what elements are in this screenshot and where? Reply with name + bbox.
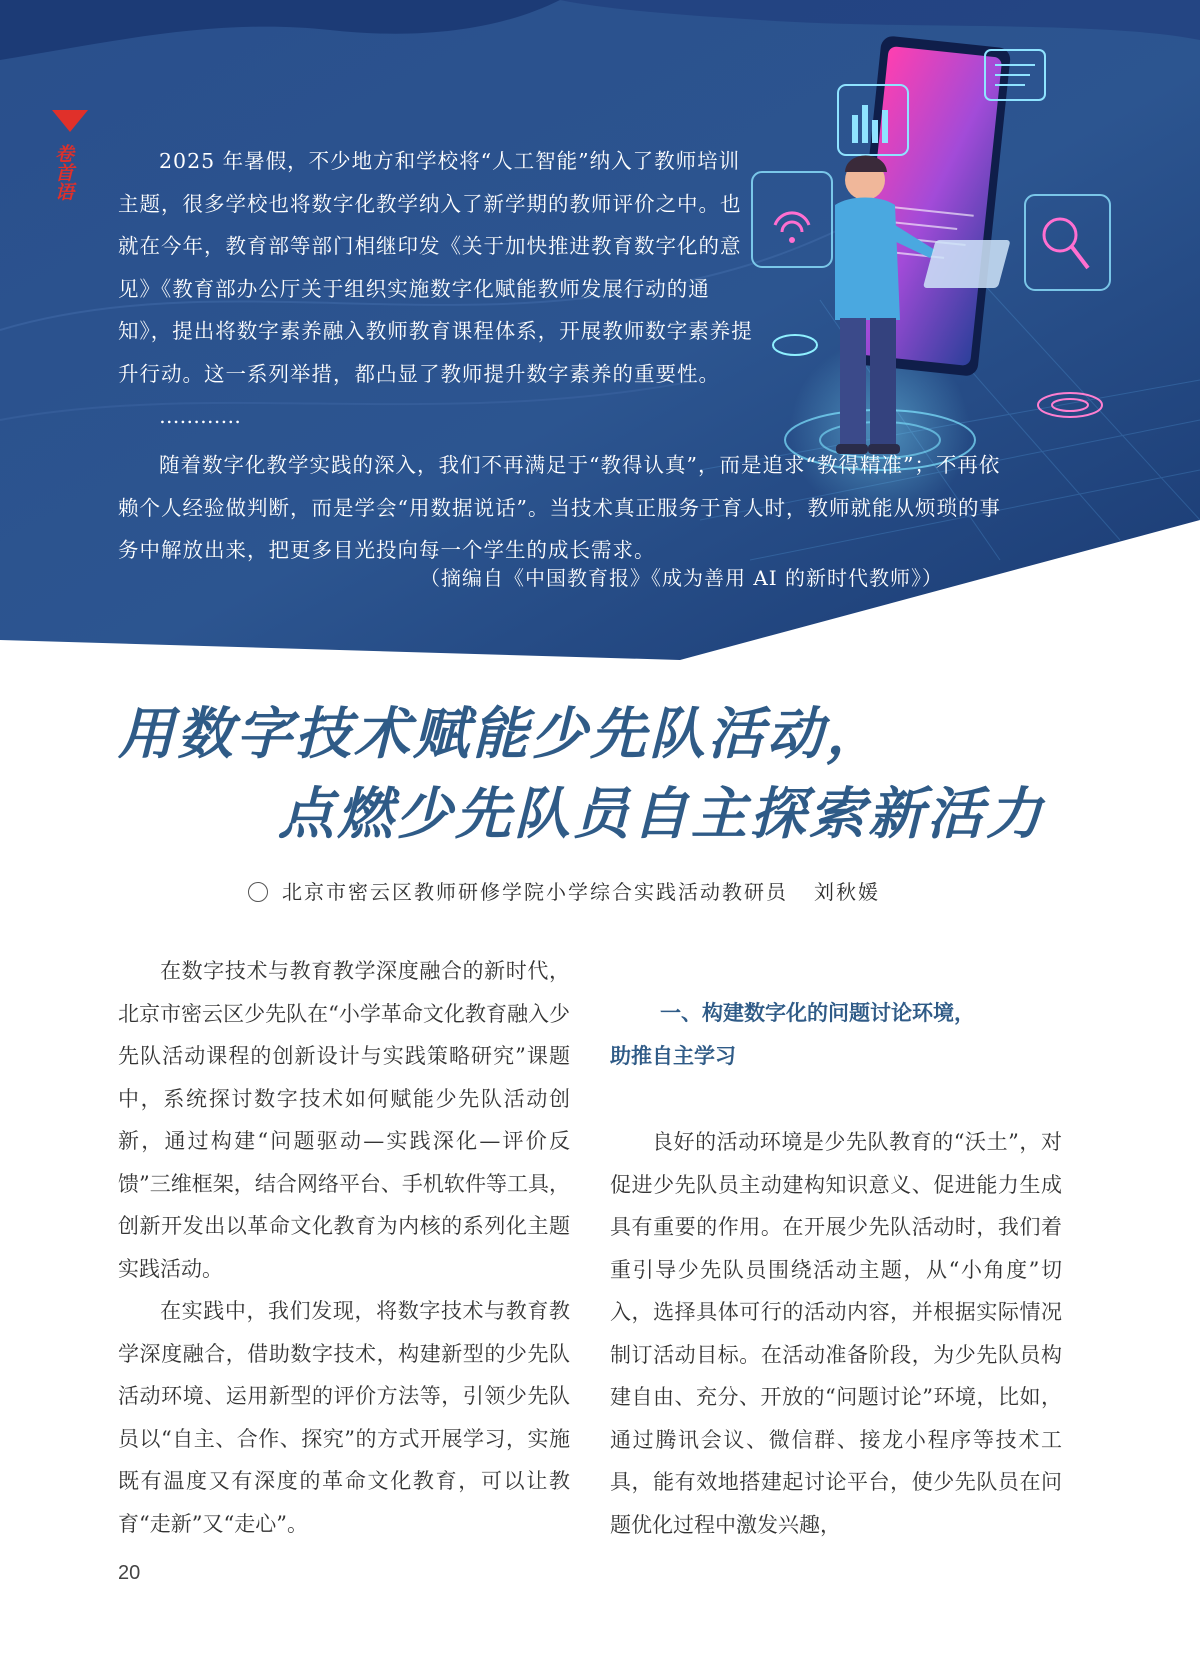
intro-ellipsis: ………… [159, 404, 241, 428]
red-triangle-icon [52, 110, 88, 132]
body-paragraph: 在实践中，我们发现，将数字技术与教育教学深度融合，借助数字技术，构建新型的少先队活动环境、运用新型的评价方法等，引领少先队员以“自主、合作、探究”的方式开展学习，实施既有温度又有深度的革命文化教育，可以让教育“走新”又“走心”。 [118, 1299, 570, 1536]
author-name: 刘秋媛 [814, 880, 880, 904]
title-line: 用数字技术赋能少先队活动， [118, 702, 885, 767]
section-vertical-label: 卷首语 [52, 144, 74, 201]
right-column [610, 992, 1062, 1546]
intro-paragraph: 随着数字化教学实践的深入，我们不再满足于“教得认真”，而是追求“教得精准”；不再依赖个人经验做判断，而是学会“用数据说话”。当技术真正服务于育人时，教师就能从烦琐的事务中解放出来，把更多目光投向每一个学生的成长需求。 [118, 453, 1001, 562]
header-banner [0, 0, 1200, 660]
intro-text-block-2 [118, 444, 1018, 572]
intro-paragraph: 2025 年暑假，不少地方和学校将“人工智能”纳入了教师培训主题，很多学校也将数字化教学纳入了新学期的教师评价之中。也就在今年，教育部等部门相继印发《关于加快推进教育数字化的意见》《教育部办公厅关于组织实施数字化赋能教师发展行动的通知》，提出将数字素养融入教师教育课程体系，开展教师数字素养提升行动。这一系列举措，都凸显了教师提升数字素养的重要性。 [118, 149, 753, 386]
section-marker [50, 110, 90, 201]
intro-text-block [118, 140, 758, 438]
section-heading [610, 992, 1062, 1077]
section-heading-line: 一、构建数字化的问题讨论环境， [660, 1001, 975, 1025]
page-number: 20 [118, 1562, 141, 1584]
byline [248, 876, 948, 905]
body-paragraph: 在数字技术与教育教学深度融合的新时代，北京市密云区少先队在“小学革命文化教育融入少先队活动课程的创新设计与实践策略研究”课题中，系统探讨数字技术如何赋能少先队活动创新，通过构建“问题驱动—实践深化—评价反馈”三维框架，结合网络平台、手机软件等工具，创新开发出以革命文化教育为内核的系列化主题实践活动。 [118, 959, 570, 1281]
circle-icon [248, 882, 268, 902]
intro-source: （摘编自《中国教育报》《成为善用 AI 的新时代教师》） [420, 566, 944, 590]
section-heading-line: 助推自主学习 [610, 1043, 736, 1068]
title-line: 点燃少先队员自主探索新活力 [278, 782, 1045, 847]
left-column [118, 950, 570, 1545]
author-affiliation: 北京市密云区教师研修学院小学综合实践活动教研员 [282, 880, 788, 904]
body-paragraph: 良好的活动环境是少先队教育的“沃土”，对促进少先队员主动建构知识意义、促进能力生成具有重要的作用。在开展少先队活动时，我们着重引导少先队员围绕活动主题，从“小角度”切入，选择具体可行的活动内容，并根据实际情况制订活动目标。在活动准备阶段，为少先队员构建自由、充分、开放的“问题讨论”环境，比如，通过腾讯会议、微信群、接龙小程序等技术工具，能有效地搭建起讨论平台，使少先队员在问题优化过程中激发兴趣， [610, 1130, 1062, 1537]
article-title [118, 690, 1078, 850]
